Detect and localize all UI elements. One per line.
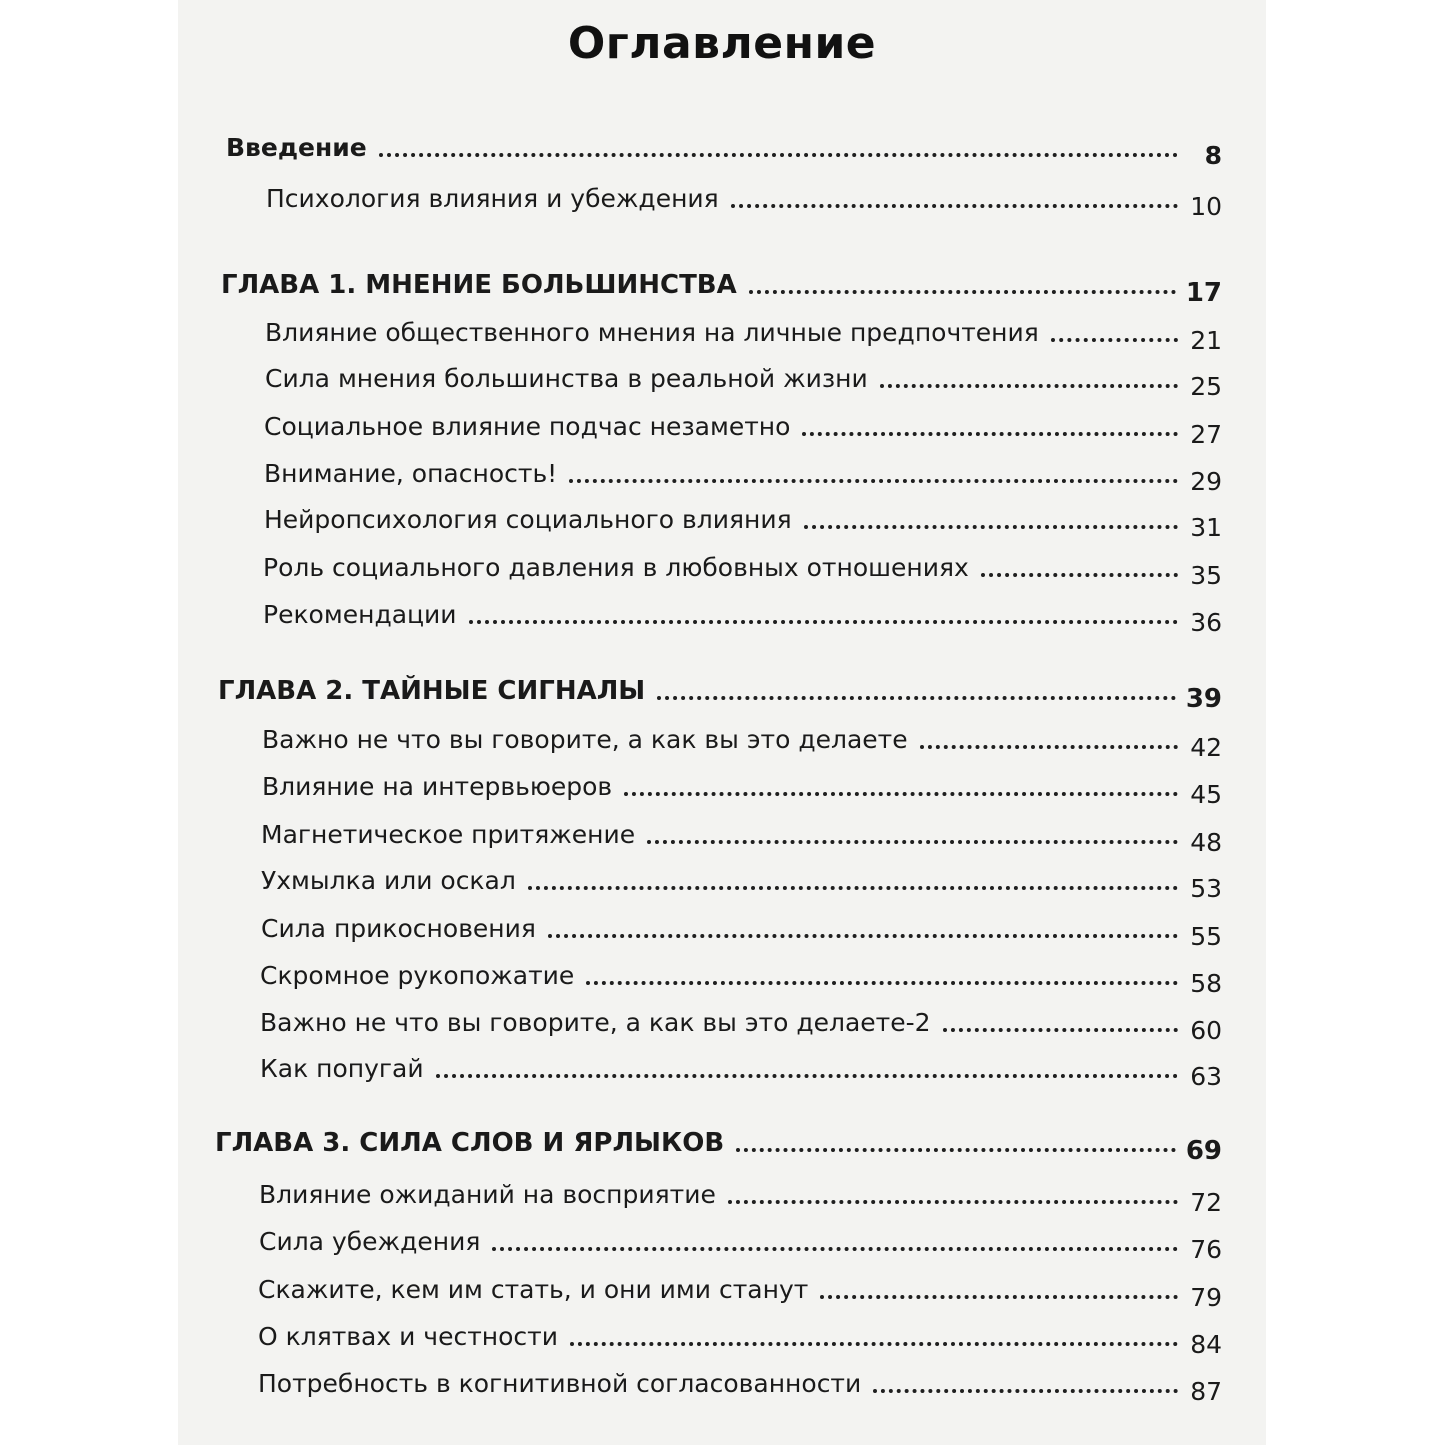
dot-leader [731,204,1178,208]
toc-entry [264,451,1222,496]
toc-entry-title: Введение [226,133,367,162]
dot-leader [802,432,1178,436]
dot-leader [820,1295,1178,1299]
toc-entry-title: Сила убеждения [259,1227,481,1256]
dot-leader [570,1342,1178,1346]
toc-entry-page-number: 84 [1190,1330,1222,1359]
dot-leader [981,573,1178,577]
toc-entry-title: Важно не что вы говорите, а как вы это делаете [262,725,908,754]
dot-leader [804,525,1178,529]
toc-entry-page-number: 53 [1190,874,1222,903]
toc-entry [260,1000,1222,1045]
toc-entry-page-number: 42 [1190,733,1222,762]
toc-entry-title: Скромное рукопожатие [260,961,575,990]
dot-leader [920,745,1178,749]
toc-entry-title: ГЛАВА 1. МНЕНИЕ БОЛЬШИНСТВА [221,270,737,300]
toc-entry-title: Как попугай [260,1054,424,1083]
toc-entry-page-number: 45 [1190,780,1222,809]
toc-entry-page-number: 76 [1190,1235,1222,1264]
toc-entry-title: Психология влияния и убеждения [266,184,719,213]
dot-leader [586,981,1178,985]
toc-entry [266,176,1222,221]
toc-entry [258,1361,1222,1406]
toc-entry-title: Влияние ожиданий на восприятие [259,1180,716,1209]
toc-entry [265,356,1222,401]
toc-entry-title: Сила прикосновения [261,914,536,943]
toc-entry [261,812,1222,857]
toc-entry-page-number: 21 [1190,326,1222,355]
dot-leader [528,886,1178,890]
toc-entry-title: Роль социального давления в любовных отношениях [263,553,969,582]
toc-entry-title: Магнетическое притяжение [261,820,636,849]
toc-entry [260,953,1222,998]
toc-entry [226,125,1222,170]
toc-entry-title: ГЛАВА 2. ТАЙНЫЕ СИГНАЛЫ [218,676,646,706]
dot-leader [492,1247,1178,1251]
dot-leader [749,290,1176,294]
dot-leader [569,479,1178,483]
dot-leader [1051,338,1178,342]
toc-entry-page-number: 36 [1190,608,1222,637]
dot-leader [624,792,1178,796]
toc-entry-title: Скажите, кем им стать, и они ими станут [258,1275,809,1304]
toc-entry-page-number: 55 [1190,922,1222,951]
toc-entry [261,906,1222,951]
toc-entry [264,497,1222,542]
toc-entry [261,858,1222,903]
toc-entry-title: ГЛАВА 3. СИЛА СЛОВ И ЯРЛЫКОВ [215,1128,725,1158]
dot-leader [647,840,1178,844]
toc-entry [259,1219,1222,1264]
toc-entry-page-number: 35 [1190,561,1222,590]
toc-entry [264,404,1222,449]
toc-entry-title: Ухмылка или оскал [261,866,516,895]
toc-entry-page-number: 72 [1190,1188,1222,1217]
toc-entry-title: Влияние общественного мнения на личные предпочтения [265,318,1039,347]
dot-leader [873,1389,1178,1393]
page-title: Оглавление [567,18,877,69]
toc-entry-title: Потребность в когнитивной согласованности [258,1369,862,1398]
toc-entry [265,310,1222,355]
toc-entry-title: Внимание, опасность! [264,459,558,488]
toc-entry-page-number: 39 [1185,684,1222,714]
toc-entry-page-number: 58 [1190,969,1222,998]
toc-entry [215,1120,1222,1166]
dot-leader [379,153,1178,157]
toc-entry-page-number: 17 [1185,278,1222,308]
toc-entry-page-number: 69 [1185,1136,1222,1166]
dot-leader [548,934,1178,938]
toc-entry [258,1314,1222,1359]
toc-entry [221,262,1222,308]
toc-entry [263,545,1222,590]
toc-entry-page-number: 25 [1190,372,1222,401]
toc-entry-page-number: 10 [1190,192,1222,221]
toc-entry [262,764,1222,809]
toc-entry-page-number: 79 [1190,1283,1222,1312]
dot-leader [469,620,1178,624]
toc-entry [263,592,1222,637]
toc-entry-page-number: 27 [1190,420,1222,449]
toc-entry [262,717,1222,762]
dot-leader [736,1148,1176,1152]
dot-leader [728,1200,1178,1204]
dot-leader [943,1028,1178,1032]
book-page [178,0,1266,1445]
toc-entry-page-number: 48 [1190,828,1222,857]
dot-leader [436,1074,1178,1078]
toc-entry-title: О клятвах и честности [258,1322,558,1351]
toc-entry-title: Важно не что вы говорите, а как вы это делаете-2 [260,1008,931,1037]
toc-entry-title: Сила мнения большинства в реальной жизни [265,364,868,393]
toc-entry-page-number: 63 [1190,1062,1222,1091]
toc-entry [218,668,1222,714]
toc-entry-title: Социальное влияние подчас незаметно [264,412,791,441]
toc-entry-title: Влияние на интервьюеров [262,772,613,801]
toc-entry-page-number: 31 [1190,513,1222,542]
toc-entry-page-number: 29 [1190,467,1222,496]
toc-entry-title: Рекомендации [263,600,457,629]
dot-leader [880,384,1178,388]
toc-entry-page-number: 8 [1204,141,1222,170]
toc-entry [259,1172,1222,1217]
toc-entry [258,1267,1222,1312]
toc-entry [260,1046,1222,1091]
toc-entry-page-number: 87 [1190,1377,1222,1406]
dot-leader [657,696,1176,700]
toc-entry-title: Нейропсихология социального влияния [264,505,792,534]
toc-entry-page-number: 60 [1190,1016,1222,1045]
